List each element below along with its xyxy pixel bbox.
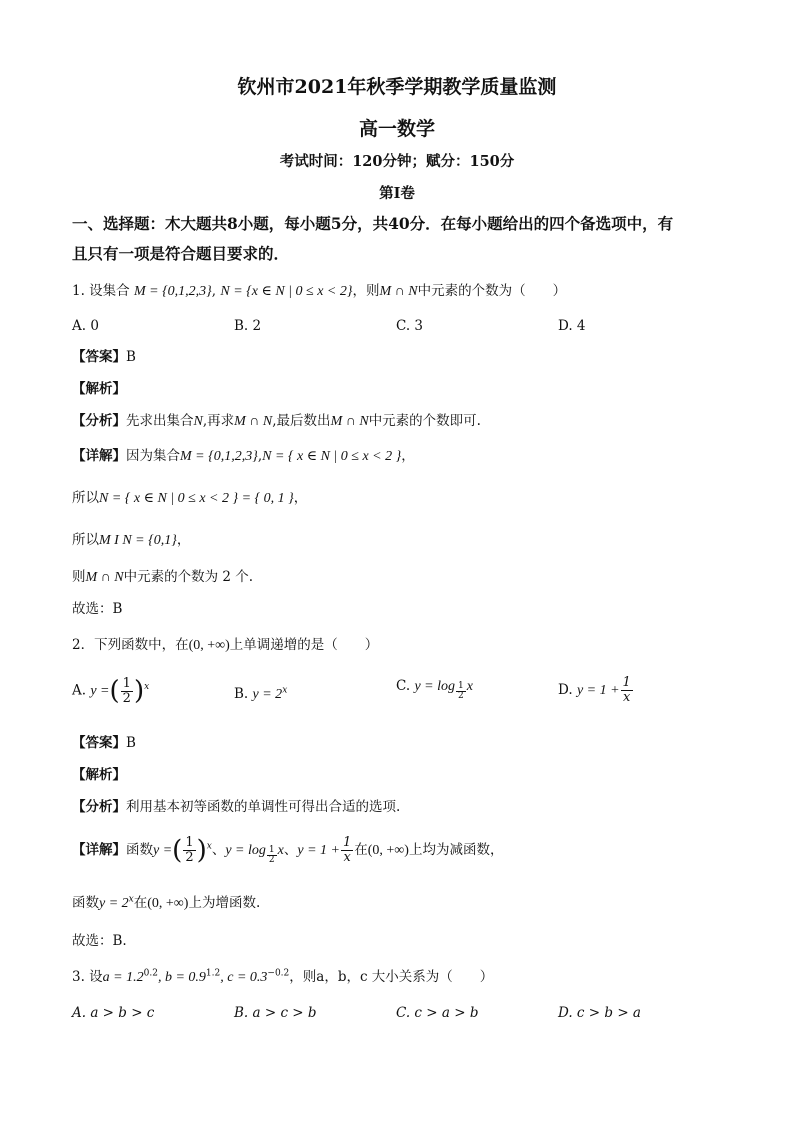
q1-set-m: M = {0,1,2,3} bbox=[133, 284, 212, 299]
q2-option-a-fraction: $\frac{1}{2}$ bbox=[122, 675, 131, 706]
q1-stem: 1. 设集合 M = {0,1,2,3}, N = {x ∈ N | 0 ≤ x < 2}，则M ∩ N中元素的个数为（ ） bbox=[72, 283, 567, 299]
q1-detail-line3: 所以M I N = {0,1}， bbox=[72, 532, 191, 548]
q2-answer: 【答案】B bbox=[72, 735, 136, 751]
section-heading-line1: 一、选择题：木大题共8小题，每小题5分，共40分．在每小题给出的四个备选项中，有 bbox=[72, 214, 674, 233]
volume-title: 第I卷 bbox=[379, 185, 415, 202]
q2-detail: 【详解】函数y =( $\frac{1}{2}$ )$^x$、y = log $\frac{1}{2}$ x、y = 1 + $\frac{1}{x}$ 在(0, +∞)上均为减函数， bbox=[72, 835, 504, 866]
q3-option-a: A. a > b > c bbox=[72, 1005, 155, 1021]
q1-set-n: N = {x ∈ N | 0 ≤ x < 2} bbox=[220, 284, 353, 299]
page-title: 钦州市2021年秋季学期教学质量监测 bbox=[237, 76, 557, 98]
q3-stem: 3. 设$a = 1.2^{0.2}$, $b = 0.9^{1.2}$, $c = 0.3^{-0.2}$，则a，b，c 大小关系为（ ） bbox=[72, 968, 494, 985]
q1-option-b: B. 2 bbox=[234, 318, 262, 334]
exam-info: 考试时间：120分钟；赋分：150分 bbox=[279, 153, 515, 170]
q1-detail-line4: 则M ∩ N中元素的个数为 2 个. bbox=[72, 569, 254, 585]
q1-option-a: A. 0 bbox=[72, 318, 99, 334]
q2-fenxi: 【分析】利用基本初等函数的单调性可得出合适的选项. bbox=[72, 799, 401, 815]
q2-choose: 故选：B. bbox=[72, 933, 127, 949]
q2-option-d-fraction: $\frac{1}{x}$ bbox=[622, 675, 631, 705]
q1-detail-line2: 所以N = { x ∈ N | 0 ≤ x < 2 } = { 0, 1 }， bbox=[72, 490, 308, 506]
q2-option-c-base: $\frac{1}{2}$ bbox=[458, 681, 464, 701]
q2-option-a: A. y =( $\frac{1}{2}$ )$^x$ bbox=[72, 675, 150, 706]
q1-answer: 【答案】B bbox=[72, 349, 136, 365]
q2-option-c: C. y = log $\frac{1}{2}$ x bbox=[396, 678, 473, 701]
q1-option-d: D. 4 bbox=[558, 318, 586, 334]
q2-option-b: B. $y = 2^x$ bbox=[234, 685, 288, 702]
q1-analysis-label: 【解析】 bbox=[72, 381, 126, 397]
q1-detail: 【详解】因为集合M = {0,1,2,3},N = { x ∈ N | 0 ≤ x < 2 }， bbox=[72, 448, 415, 464]
q1-option-c: C. 3 bbox=[396, 318, 424, 334]
q2-analysis-label: 【解析】 bbox=[72, 767, 126, 783]
q2-detail-line2: 函数$y = 2^x$在(0, +∞)上为增函数. bbox=[72, 894, 261, 911]
q3-option-b: B. a > c > b bbox=[234, 1005, 317, 1021]
q2-stem: 2．下列函数中，在(0, +∞)上单调递增的是（ ） bbox=[72, 637, 379, 653]
section-heading-line2: 且只有一项是符合题目要求的． bbox=[72, 244, 290, 263]
q2-option-d: D. y = 1 + $\frac{1}{x}$ bbox=[558, 675, 631, 705]
q1-choose: 故选：B bbox=[72, 601, 123, 617]
q3-option-d: D. c > b > a bbox=[558, 1005, 641, 1021]
q1-fenxi: 【分析】先求出集合N,再求M ∩ N,最后数出M ∩ N中元素的个数即可. bbox=[72, 413, 481, 429]
q3-option-c: C. c > a > b bbox=[396, 1005, 479, 1021]
subject-title: 高一数学 bbox=[358, 118, 435, 140]
